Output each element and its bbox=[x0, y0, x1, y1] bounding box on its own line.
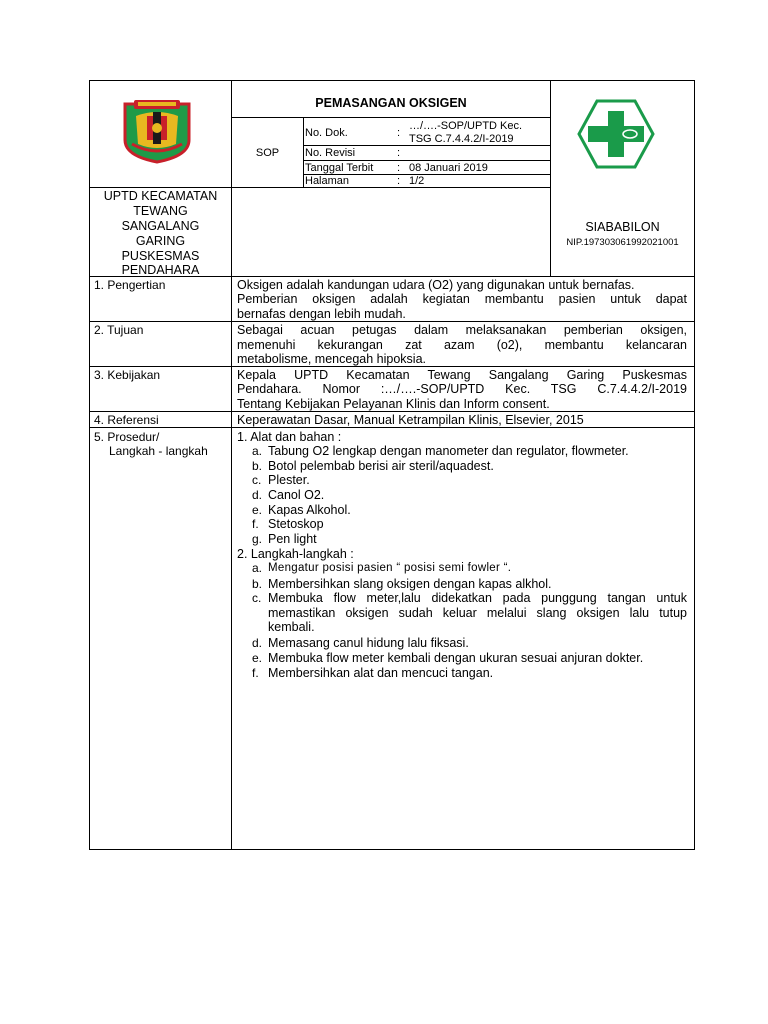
langkah-heading: 2. Langkah-langkah : bbox=[237, 547, 354, 561]
field-label-no-revisi: No. Revisi bbox=[305, 147, 356, 159]
section-label-prosedur-2: Langkah - langkah bbox=[109, 444, 208, 458]
pengertian-line: Oksigen adalah kandungan udara (O2) yang digunakan untuk bernafas. bbox=[237, 278, 635, 292]
field-sep-no-dok: : bbox=[397, 127, 401, 139]
kabupaten-logo bbox=[120, 98, 194, 164]
org-line: GARING bbox=[135, 234, 186, 248]
section-label-referensi: 4. Referensi bbox=[94, 413, 159, 427]
field-sep-no-revisi: : bbox=[397, 147, 401, 159]
signer-nip: NIP.197303061992021001 bbox=[566, 237, 679, 248]
field-value-no-dok-1: …/….-SOP/UPTD Kec. bbox=[409, 120, 523, 132]
kebijakan-line: Pendahara. Nomor :…/….-SOP/UPTD Kec. TSG C.7.4.4.2/I-2019 bbox=[237, 382, 687, 396]
org-line: PUSKESMAS bbox=[121, 249, 200, 263]
signer-name: SIABABILON bbox=[585, 220, 660, 234]
langkah-item-text: memastikan oksigen sudah keluar melalui slang oksigen lalu tutup bbox=[268, 606, 687, 620]
field-label-no-dok: No. Dok. bbox=[305, 127, 348, 139]
tujuan-line: Sebagai acuan petugas dalam melaksanakan pemberian oksigen, bbox=[237, 323, 687, 337]
alat-heading: 1. Alat dan bahan : bbox=[237, 430, 342, 444]
org-line: SANGALANG bbox=[121, 219, 200, 233]
field-sep-tanggal: : bbox=[397, 162, 401, 174]
org-line: TEWANG bbox=[133, 204, 188, 218]
kebijakan-line: Kepala UPTD Kecamatan Tewang Sangalang Garing Puskesmas bbox=[237, 368, 687, 382]
field-value-no-dok-2: TSG C.7.4.4.2/I-2019 bbox=[409, 133, 514, 145]
section-label-kebijakan: 3. Kebijakan bbox=[94, 368, 161, 382]
field-value-halaman: 1/2 bbox=[409, 175, 425, 187]
pengertian-line: bernafas dengan lebih mudah. bbox=[237, 307, 406, 321]
puskesmas-logo bbox=[577, 98, 655, 170]
section-label-prosedur: 5. Prosedur/ bbox=[94, 430, 160, 444]
langkah-item-text: kembali. bbox=[268, 620, 315, 634]
referensi-text: Keperawatan Dasar, Manual Ketrampilan Klinis, Elsevier, 2015 bbox=[237, 413, 584, 427]
section-label-pengertian: 1. Pengertian bbox=[94, 278, 166, 292]
section-label-tujuan: 2. Tujuan bbox=[94, 323, 144, 337]
tujuan-line: metabolisme, mencegah hipoksia. bbox=[237, 352, 426, 366]
field-sep-halaman: : bbox=[397, 175, 401, 187]
org-line: UPTD KECAMATAN bbox=[103, 189, 218, 203]
pengertian-line: Pemberian oksigen adalah kegiatan membantu pasien untuk dapat bbox=[237, 292, 687, 306]
kebijakan-line: Tentang Kebijakan Pelayanan Klinis dan Inform consent. bbox=[237, 397, 550, 411]
tujuan-line: memenuhi kekurangan zat azam (o2), membantu kelancaran bbox=[237, 338, 687, 352]
document-title: PEMASANGAN OKSIGEN bbox=[315, 96, 467, 110]
field-label-tanggal: Tanggal Terbit bbox=[305, 162, 374, 174]
field-value-tanggal: 08 Januari 2019 bbox=[409, 162, 488, 174]
langkah-item-text: Membuka flow meter,lalu didekatkan pada punggung tangan untuk bbox=[268, 591, 687, 605]
sop-label: SOP bbox=[255, 147, 280, 159]
org-line: PENDAHARA bbox=[121, 263, 200, 277]
field-label-halaman: Halaman bbox=[305, 175, 350, 187]
